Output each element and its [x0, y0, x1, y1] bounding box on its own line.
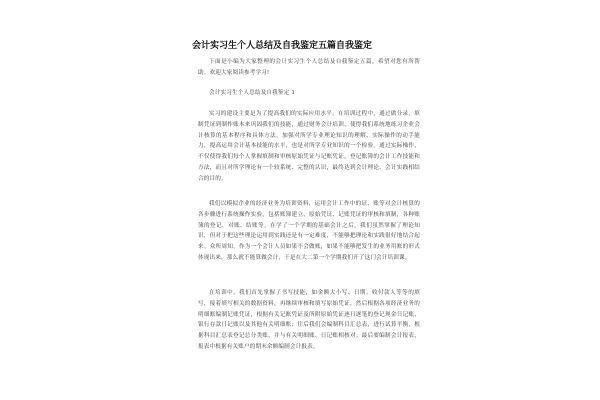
section-heading: 会计实习生个人总结及自我鉴定 1: [209, 90, 296, 96]
body-paragraph: 我们以模拟企业的经济业务为培训资料，运用会计工作中的证、账等对会计核算的各步骤进行系统操作实验，包括账簿建立、原始凭证、记账凭证的审核和填制，各种账簿的登记，对账、结账等，在学了一个学期的基础会计之后，我们虽然掌握了理论知识，但对于把这些理论运用到实践还是有一定难度，不能够把理论和实践很好地结合起来。众所周知，作为一个会计人员如果不会做账，如果不能够把发生的业务用账的形式体现出来，那么就不能算做会计，于是在大二第一个学期我们开了这门会计培训课。: [198, 201, 420, 261]
body-paragraph: 在培训中，我们首先掌握了书写技能，如金额大小写、日期、收付款人等等的填写，接着填写相关的数据资料，再继续审核和填写原始凭证，然后根据各项经济业务的明细账编制记账凭证，根据有关记账凭证及所附原始凭证逐日逐笔的登记现金日记账、银行存款日记账以及其他有关明细账；往后我们会编制科目汇总表，进行试算平衡，根据科目汇总表登记总分类账，并与有关明细账、日记账相核对；最后要编制会计报表，报表中根据有关账户的期末余额编制会计报表。: [198, 290, 420, 350]
body-paragraph: 实习的建设主要是为了提高我们的实际应用水平。在培训过程中，通过做分录，填制凭证到制作账本来巩固我们的技能，通过财务会计培训，使得我们系统地练习企业会计核算的基本程序和具体方法，加强对所学专业理论知识的理解、实际操作的动手能力，提高运用会计基本技能的水平，也是对所学专业知识的一个检验。通过实际操作，不仅使得我们每个人掌握填制和审核原始凭证与记账凭证，登记账簿的会计工作技能和方法，而且对所学理论有一个较系统、完整的认识，最终达到会计理论、会计实践相结合的目的。: [198, 111, 420, 182]
intro-paragraph: 下面是小编为大家整理的会计实习生个人总结及自我鉴定五篇，希望对您有所帮助。欢迎大家阅读参考学习!: [198, 59, 420, 76]
document-title: 会计实习生个人总结及自我鉴定五篇自我鉴定: [192, 41, 373, 51]
